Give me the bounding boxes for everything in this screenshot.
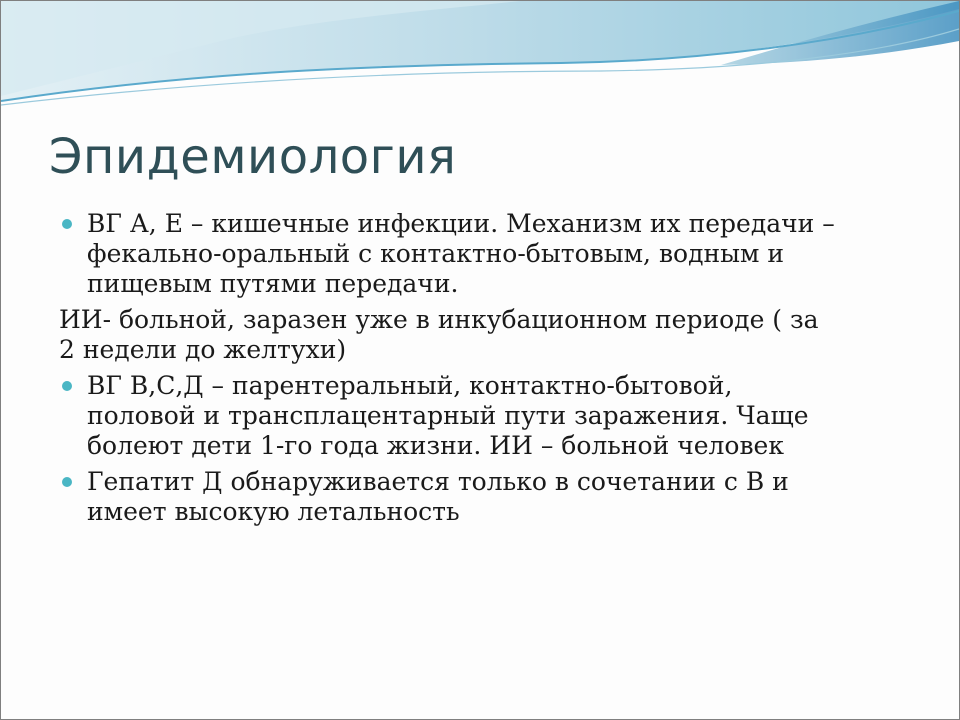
bullet-item bbox=[59, 209, 919, 299]
text-line: 2 недели до желтухи) bbox=[59, 335, 347, 364]
text-line: болеют дети 1-го года жизни. ИИ – больной человек bbox=[87, 431, 784, 460]
text-line: имеет высокую летальность bbox=[87, 497, 460, 526]
text-paragraph bbox=[59, 305, 919, 365]
text-line: фекально-оральный с контактно-бытовым, водным и bbox=[87, 239, 785, 268]
text-line: ИИ- больной, заразен уже в инкубационном периоде ( за bbox=[59, 305, 819, 334]
bullet-dot-icon bbox=[62, 381, 72, 391]
bullet-dot-icon bbox=[62, 477, 72, 487]
text-line: Гепатит Д обнаруживается только в сочетании с В и bbox=[87, 467, 789, 496]
slide-body bbox=[59, 209, 919, 533]
bullet-dot-icon bbox=[62, 219, 72, 229]
bullet-item bbox=[59, 371, 919, 461]
text-line: ВГ А, Е – кишечные инфекции. Механизм их передачи – bbox=[87, 209, 835, 238]
bullet-item bbox=[59, 467, 919, 527]
text-line: пищевым путями передачи. bbox=[87, 269, 459, 298]
slide-title: Эпидемиология bbox=[49, 129, 457, 185]
text-line: ВГ В,С,Д – парентеральный, контактно-бытовой, bbox=[87, 371, 733, 400]
header-wave-decoration bbox=[1, 1, 959, 111]
text-line: половой и трансплацентарный пути заражения. Чаще bbox=[87, 401, 809, 430]
